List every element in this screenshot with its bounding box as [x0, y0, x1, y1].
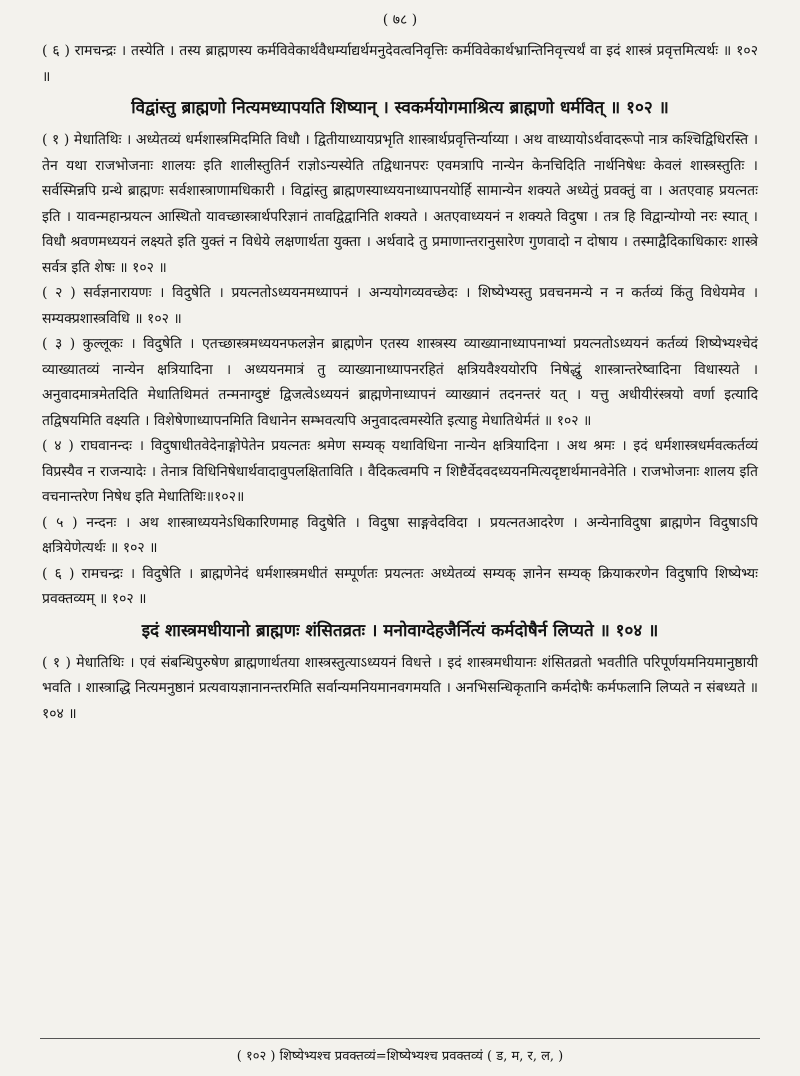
verse-text: विद्वांस्तु ब्राह्मणो नित्यमध्यापयति शिष्यान् । स्वकर्मयोगमाश्रित्य ब्राह्मणो धर्मवित् ॥ १०२ ॥	[131, 98, 669, 118]
commentary-paragraph: ( ६ ) रामचन्द्रः । विदुषेति । ब्राह्मणेनेदं धर्मशास्त्रमधीतं सम्पूर्णतः प्रयत्नतः अध्येतव्यं सम्यक् ज्ञानेन सम्यक् क्रियाकरणेन विदुषापि शिष्येभ्यः प्रवक्तव्यम् ॥ १०२ ॥	[42, 565, 758, 607]
commentary-paragraph: ( २ ) सर्वज्ञनारायणः । विदुषेति । प्रयत्नतोऽध्ययनमध्यापनं । अन्ययोगव्यवच्छेदः । शिष्येभ्यस्तु प्रवचनमन्ये न न कर्तव्यं किंतु विधेयमेव । सम्यक्प्रशास्त्रविधि ॥ १०२ ॥	[42, 285, 758, 327]
commentary-paragraph: ( ५ ) नन्दनः । अथ शास्त्राध्ययनेऽधिकारिणमाह विदुषेति । विदुषा साङ्गवेदविदा । प्रयत्नतआदरेण । अन्येनाविदुषा ब्राह्मणेन विदुषाऽपि क्षत्रियेणेत्यर्थः ॥ १०२ ॥	[42, 514, 758, 556]
page-number: ( ७८ )	[382, 12, 418, 28]
commentary-paragraph: ( ३ ) कुल्लूकः । विदुषेति । एतच्छास्त्रमध्ययनफलज्ञेन ब्राह्मणेन एतस्य शास्त्रस्य व्याख्यानाध्यापनाभ्यां प्रयत्नतोऽध्ययनं कर्तव्यं शिष्येभ्यश्चेदं व्याख्यातव्यं नान्येन क्षत्रियादिना । अध्ययनमात्रं तु व्याख्यानाध्यापनरहितं क्षत्रियवैश्ययोरपि निषेद्धुं शास्त्रान्तरेष्वादिना विधास्यते । अनुवादमात्रमेतदिति मेधातिथिमतं तन्मनाग्दुष्टं द्विजत्वेऽध्ययनं ब्राह्मणेनाध्यापनं व्याख्यानं तदनन्तरं यत् । यत्तु अधीयीरंस्त्रयो वर्णा इत्यादि तद्विषयमिति वक्ष्यति । विशेषेणाध्यापनमिति विधानेन सम्भवत्यपि अनुवादत्वमस्येति इत्याहु मेधातिथेर्मतं ॥ १०२ ॥	[42, 336, 758, 429]
verse-text: इदं शास्त्रमधीयानो ब्राह्मणः शंसितव्रतः । मनोवाग्देहजैर्नित्यं कर्मदोषैर्न लिप्यते ॥ १०४ ॥	[141, 620, 659, 641]
footnote-divider	[40, 1038, 760, 1039]
commentary-paragraph: ( १ ) मेधातिथिः । अध्येतव्यं धर्मशास्त्रमिदमिति विधौ । द्वितीयाध्यायप्रभृति शास्त्रार्थप्रवृत्तिर्न्याय्या । अथ वाध्यायोऽर्थवादरूपो नात्र कश्चिद्विधिरस्ति । तेन यथा राजभोजनाः शालयः इति शालीस्तुतिर्न राज्ञोऽन्यस्येति तद्विधानपरः एवमत्रापि नान्येन केनचिदिति नार्थनिषेधः केवलं शास्त्रस्तुतिः । सर्वस्मिन्नपि ग्रन्थे ब्राह्मणः सर्वशास्त्राणामधिकारी । विद्वांस्तु ब्राह्मणस्याध्ययनाध्यापनयोर्हि सामान्येन शक्यते अध्येतुं प्रवक्तुं वा । अतएवाह प्रयत्नतः इति । यावन्महान्प्रयत्न आस्थितो यावच्छास्त्रार्थपरिज्ञानं तावद्विद्वानिति शक्यते । अतएवाध्ययनं न शक्यते विदुषा । तत्र हि विद्वान्योग्यो नरः स्यात् । विधौ श्रवणमध्ययनं लक्ष्यते इति युक्तं न विधेये लक्षणार्थता युक्ता । अर्थवादे तु प्रमाणान्तरानुसारेण गुणवादो न दोषाय । तस्माद्वैदिकाधिकारः शास्त्रे सर्वत्र इति शेषः ॥ १०२ ॥	[42, 132, 758, 276]
commentary-paragraph: ( ६ ) रामचन्द्रः । तस्येति । तस्य ब्राह्मणस्य कर्मविवेकार्थवैधर्म्याद्यर्थमनुदेवत्वनिवृत्तिः कर्मविवेकार्थभ्रान्तिनिवृत्त्यर्थं वा इदं शास्त्रं प्रवृत्तमित्यर्थः ॥ १०२ ॥	[42, 43, 758, 85]
commentary-paragraph: ( १ ) मेधातिथिः । एवं संबन्धिपुरुषेण ब्राह्मणार्थतया शास्त्रस्तुत्याऽध्ययनं विधत्ते । इदं शास्त्रमधीयानः शंसितव्रतो भवतीति परिपूर्णयमनियमानुष्ठायी भवति । शास्त्राद्धि नित्यमनुष्ठानं प्रत्यवायज्ञानानन्तरमिति सर्वान्यमनियमानवगमयति । अनभिसन्धिकृतानि कर्मदोषैः कर्मफलानि लिप्यते न संबध्यते ॥ १०४ ॥	[42, 654, 758, 722]
footnote: ( १०२ ) शिष्येभ्यश्च प्रवक्तव्यं=शिष्येभ्यश्च प्रवक्तव्यं ( ड, म, र, ल, )	[236, 1049, 564, 1064]
commentary-body	[42, 39, 758, 727]
commentary-paragraph: ( ४ ) राघवानन्दः । विदुषाधीतवेदेनाङ्गोपेतेन प्रयत्नतः श्रमेण सम्यक् यथाविधिना नान्येन क्षत्रियादिना । अथ श्रमः । इदं धर्मशास्त्रधर्मवत्कर्तव्यं विप्रस्यैव न राजन्यादेः । तेनात्र विधिनिषेधार्थवादावुपलक्षिताविति । वैदिकत्वमपि न शिष्टैर्वेदवदध्ययनमित्यदृष्टार्थमानवेनेति । राजभोजनाः शालय इति वचनान्तरेण निषेध इति मेधातिथिः॥१०२॥	[42, 438, 758, 505]
